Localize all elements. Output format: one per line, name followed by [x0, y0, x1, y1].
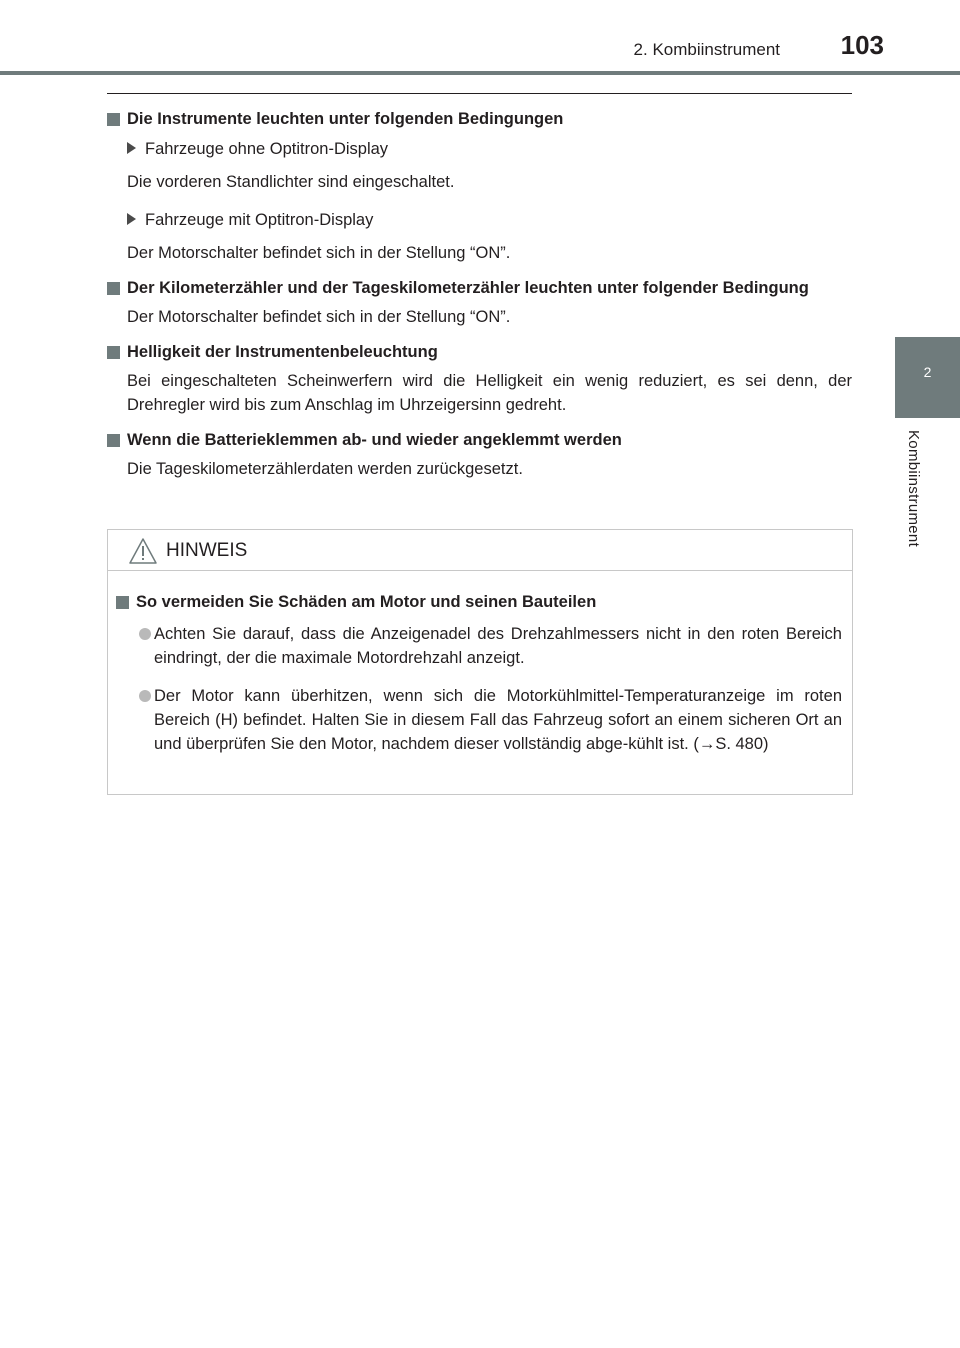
- page-number: 103: [840, 30, 884, 60]
- section-odometer: [107, 277, 852, 329]
- section-title-text: Helligkeit der Instrumentenbeleuchtung: [127, 343, 438, 361]
- section-title: [107, 277, 852, 300]
- notice-body: [108, 571, 852, 756]
- section-title: [107, 429, 852, 452]
- section-square-icon: [107, 434, 120, 447]
- chapter-number: 2: [923, 364, 932, 380]
- notice-box: [107, 529, 853, 795]
- warning-triangle-icon: [128, 537, 158, 565]
- bullet-text: Der Motor kann überhitzen, wenn sich die Motorkühlmittel-Temperaturanzeige im roten Bereich (H) befindet. Halten Sie in diesem Fall das Fahrzeug sofort an einem sicheren Ort an und überprüfen Sie den Motor, nachdem dieser vollständig abge-kühlt ist. (→S. 480): [154, 687, 842, 753]
- section-illumination-conditions: [107, 108, 852, 265]
- section-battery: [107, 429, 852, 481]
- section-square-icon: [116, 596, 129, 609]
- circle-bullet-icon: [139, 690, 151, 702]
- header-rule: [0, 71, 960, 75]
- triangle-bullet-icon: [127, 142, 136, 154]
- notice-section-title: [116, 591, 842, 614]
- bullet-text: Achten Sie darauf, dass die Anzeigenadel des Drehzahlmessers nicht in den roten Bereich eindringt, der die maximale Motordrehzahl anzeigt.: [154, 625, 842, 667]
- section-title-text: Der Kilometerzähler und der Tageskilometerzähler leuchten unter folgender Bedingung: [127, 279, 809, 297]
- paragraph: Der Motorschalter befindet sich in der Stellung “ON”.: [127, 244, 511, 262]
- chapter-side-tab: [895, 337, 960, 418]
- section-brightness: [107, 341, 852, 417]
- section-title: [107, 108, 852, 131]
- notice-section-title-text: So vermeiden Sie Schäden am Motor und seinen Bauteilen: [136, 593, 597, 611]
- page-content: [107, 93, 852, 493]
- paragraph: Der Motorschalter befindet sich in der Stellung “ON”.: [127, 308, 511, 326]
- circle-bullet-icon: [139, 628, 151, 640]
- variant-label: Fahrzeuge mit Optitron-Display: [145, 211, 374, 229]
- section-square-icon: [107, 113, 120, 126]
- notice-header: [108, 530, 852, 571]
- vehicle-variant: [107, 137, 852, 161]
- chapter-side-label: Kombiinstrument: [905, 430, 922, 548]
- notice-bullet: [116, 684, 842, 756]
- section-square-icon: [107, 282, 120, 295]
- variant-label: Fahrzeuge ohne Optitron-Display: [145, 140, 389, 158]
- paragraph: Die Tageskilometerzählerdaten werden zurückgesetzt.: [127, 460, 523, 478]
- section-title-text: Die Instrumente leuchten unter folgenden Bedingungen: [127, 110, 564, 128]
- notice-bullet: [116, 622, 842, 670]
- notice-title: HINWEIS: [166, 540, 248, 561]
- triangle-bullet-icon: [127, 213, 136, 225]
- section-title: [107, 341, 852, 364]
- paragraph: Bei eingeschalteten Scheinwerfern wird die Helligkeit ein wenig reduziert, es sei denn, der Drehregler wird bis zum Anschlag im Uhrzeigersinn gedreht.: [127, 372, 852, 414]
- vehicle-variant: [107, 208, 852, 232]
- section-square-icon: [107, 346, 120, 359]
- section-title-text: Wenn die Batterieklemmen ab- und wieder angeklemmt werden: [127, 431, 622, 449]
- chapter-title: 2. Kombiinstrument: [633, 40, 780, 59]
- paragraph: Die vorderen Standlichter sind eingeschaltet.: [127, 173, 455, 191]
